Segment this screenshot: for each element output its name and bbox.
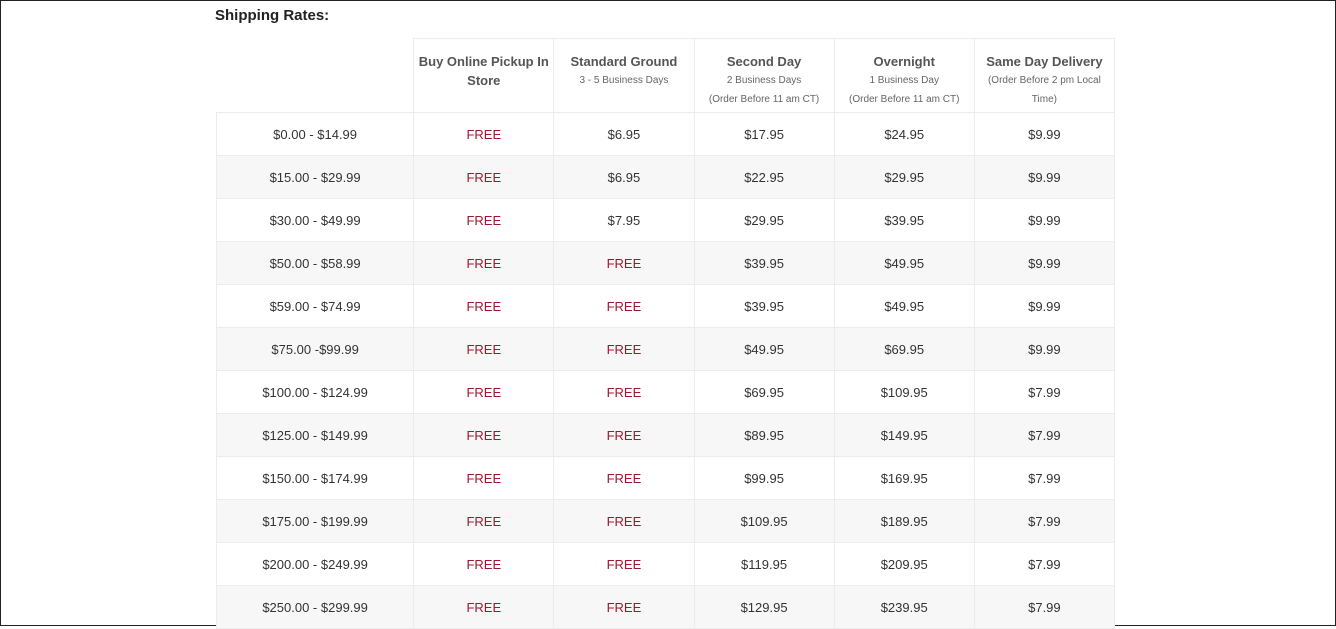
rate-cell: $239.95 — [834, 586, 974, 629]
rate-cell: $49.95 — [834, 285, 974, 328]
order-total-range-cell: $15.00 - $29.99 — [217, 156, 414, 199]
rate-cell: $39.95 — [834, 199, 974, 242]
order-total-range-cell: $100.00 - $124.99 — [217, 371, 414, 414]
rate-cell: $119.95 — [694, 543, 834, 586]
rate-cell: FREE — [554, 371, 694, 414]
rate-cell: $109.95 — [834, 371, 974, 414]
column-header-second-day — [694, 39, 834, 113]
column-header-label: Standard Ground — [570, 54, 678, 69]
rate-cell: FREE — [554, 543, 694, 586]
rate-cell: FREE — [414, 156, 554, 199]
rate-cell: $9.99 — [974, 285, 1114, 328]
rate-cell: FREE — [414, 586, 554, 629]
rate-cell: FREE — [414, 543, 554, 586]
table-row — [217, 457, 1115, 500]
order-total-range-cell: $175.00 - $199.99 — [217, 500, 414, 543]
rate-cell: $9.99 — [974, 242, 1114, 285]
rate-cell: $6.95 — [554, 113, 694, 156]
table-row — [217, 500, 1115, 543]
rate-cell: $17.95 — [694, 113, 834, 156]
rate-cell: $7.99 — [974, 500, 1114, 543]
table-row — [217, 156, 1115, 199]
rate-cell: $7.99 — [974, 457, 1114, 500]
rate-cell: FREE — [554, 586, 694, 629]
order-total-range-cell: $200.00 - $249.99 — [217, 543, 414, 586]
rate-cell: $7.99 — [974, 414, 1114, 457]
rate-cell: FREE — [554, 414, 694, 457]
rate-cell: $129.95 — [694, 586, 834, 629]
rate-cell: $39.95 — [694, 242, 834, 285]
rate-cell: $209.95 — [834, 543, 974, 586]
rate-cell: FREE — [554, 328, 694, 371]
column-header-subtext: 3 - 5 Business Days — [579, 75, 669, 86]
rate-cell: $49.95 — [694, 328, 834, 371]
rate-cell: $9.99 — [974, 199, 1114, 242]
header-empty-cell — [217, 39, 414, 113]
rate-cell: $189.95 — [834, 500, 974, 543]
shipping-rates-table — [216, 38, 1115, 629]
rate-cell: $99.95 — [694, 457, 834, 500]
rate-cell: FREE — [414, 500, 554, 543]
header-row — [217, 39, 1115, 113]
rate-cell: FREE — [414, 199, 554, 242]
table-row — [217, 371, 1115, 414]
rate-cell: FREE — [414, 113, 554, 156]
order-total-range-cell: $59.00 - $74.99 — [217, 285, 414, 328]
column-header-pickup — [414, 39, 554, 113]
rate-cell: $22.95 — [694, 156, 834, 199]
rate-cell: FREE — [554, 500, 694, 543]
rate-cell: $69.95 — [694, 371, 834, 414]
column-header-label: Same Day Delivery — [986, 54, 1103, 69]
column-header-subtext: (Order Before 11 am CT) — [849, 94, 960, 105]
rate-cell: $49.95 — [834, 242, 974, 285]
order-total-range-cell: $0.00 - $14.99 — [217, 113, 414, 156]
order-total-range-cell: $50.00 - $58.99 — [217, 242, 414, 285]
table-row — [217, 113, 1115, 156]
rate-cell: $9.99 — [974, 156, 1114, 199]
column-header-label: Second Day — [726, 54, 802, 69]
rate-cell: FREE — [414, 457, 554, 500]
rate-cell: FREE — [414, 371, 554, 414]
order-total-range-cell: $250.00 - $299.99 — [217, 586, 414, 629]
rate-cell: FREE — [554, 285, 694, 328]
rate-cell: $29.95 — [694, 199, 834, 242]
rate-cell: $149.95 — [834, 414, 974, 457]
column-header-subtext: 2 Business Days — [726, 75, 802, 86]
table-row — [217, 242, 1115, 285]
column-header-subtext: (Order Before 11 am CT) — [708, 94, 820, 105]
rate-cell: FREE — [414, 285, 554, 328]
column-header-subtext: (Order Before 2 pm Local Time) — [987, 75, 1101, 105]
table-row — [217, 199, 1115, 242]
table-row — [217, 543, 1115, 586]
rate-rows — [217, 113, 1115, 629]
rate-cell: $7.99 — [974, 543, 1114, 586]
table-row — [217, 414, 1115, 457]
column-header-overnight — [834, 39, 974, 113]
rate-cell: $7.99 — [974, 371, 1114, 414]
table-row — [217, 328, 1115, 371]
column-header-label: Overnight — [873, 54, 935, 69]
order-total-range-cell: $125.00 - $149.99 — [217, 414, 414, 457]
column-header-subtext: 1 Business Day — [869, 75, 939, 86]
rate-cell: FREE — [414, 328, 554, 371]
rate-cell: FREE — [554, 457, 694, 500]
rate-cell: $24.95 — [834, 113, 974, 156]
column-header-label: Buy Online Pickup In Store — [418, 54, 549, 88]
order-total-range-cell: $75.00 -$99.99 — [217, 328, 414, 371]
order-total-range-cell: $150.00 - $174.99 — [217, 457, 414, 500]
table-row — [217, 285, 1115, 328]
rate-cell: $6.95 — [554, 156, 694, 199]
rate-cell: $9.99 — [974, 328, 1114, 371]
rate-cell: FREE — [554, 242, 694, 285]
rate-cell: $169.95 — [834, 457, 974, 500]
rate-cell: $89.95 — [694, 414, 834, 457]
rate-cell: $109.95 — [694, 500, 834, 543]
page-title: Shipping Rates: — [215, 7, 330, 24]
order-total-range-cell: $30.00 - $49.99 — [217, 199, 414, 242]
rate-cell: $39.95 — [694, 285, 834, 328]
table-row — [217, 586, 1115, 629]
rate-cell: $29.95 — [834, 156, 974, 199]
rate-cell: FREE — [414, 242, 554, 285]
column-header-standard-ground — [554, 39, 694, 113]
rate-cell: $9.99 — [974, 113, 1114, 156]
column-header-same-day — [974, 39, 1114, 113]
rate-cell: $7.99 — [974, 586, 1114, 629]
rate-cell: $7.95 — [554, 199, 694, 242]
rate-cell: $69.95 — [834, 328, 974, 371]
rate-cell: FREE — [414, 414, 554, 457]
